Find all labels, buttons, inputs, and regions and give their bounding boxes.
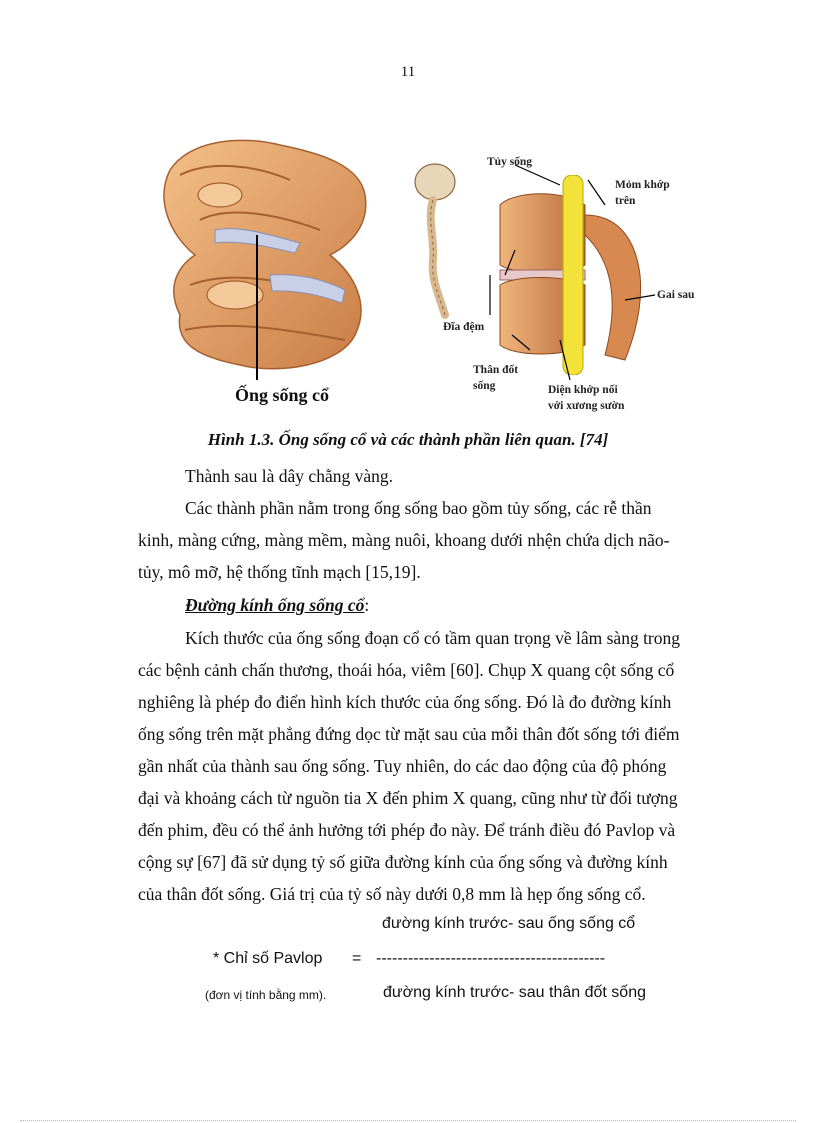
formula-denominator: đường kính trước- sau thân đốt sống: [383, 984, 646, 1001]
cervical-vertebrae-illustration: [160, 135, 375, 380]
paragraph-3-line-6: đại và khoảng cách từ nguồn tia X đến phim X quang, cũng như từ đối tượng: [138, 788, 678, 808]
paragraph-3-line-3: nghiêng là phép đo điển hình kích thước của ống sống. Đó là đo đường kính: [138, 692, 672, 712]
paragraph-1: Thành sau là dây chằng vàng.: [185, 466, 393, 486]
label-tren: trên: [615, 195, 636, 207]
spinal-canal-label: Ống sống cổ: [235, 385, 330, 405]
heading-text: Đường kính ống sống cổ: [185, 595, 365, 615]
paragraph-3-line-8: cộng sự [67] đã sử dụng tỷ số giữa đường kính của ống sống và đường kính: [138, 852, 668, 872]
formula-fraction-line: -------------------------------------------: [376, 950, 606, 967]
paragraph-3-line-5: gần nhất của thành sau ống sống. Tuy nhiên, do các dao động của độ phóng: [138, 756, 667, 776]
label-voi-xuong-suon: với xương sườn: [548, 400, 625, 412]
paragraph-2-line-3: tủy, mô mỡ, hệ thống tĩnh mạch [15,19].: [138, 562, 421, 582]
formula-label: * Chỉ số Pavlop: [213, 950, 323, 967]
formula-unit-note: (đơn vị tính bằng mm).: [205, 988, 327, 1002]
paragraph-2-line-2: kinh, màng cứng, màng mềm, màng nuôi, khoang dưới nhện chứa dịch não-: [138, 530, 670, 550]
label-tuy-song: Tủy sống: [487, 156, 533, 168]
figure-caption: Hình 1.3. Ống sống cổ và các thành phần liên quan. [74]: [207, 430, 609, 449]
paragraph-3-line-9: của thân đốt sống. Giá trị của tỷ số này dưới 0,8 mm là hẹp ống sống cổ.: [138, 884, 646, 904]
formula-numerator: đường kính trước- sau ống sống cổ: [382, 915, 636, 932]
paragraph-3-line-2: các bệnh cảnh chấn thương, thoái hóa, viêm [60]. Chụp X quang cột sống cổ: [138, 660, 675, 680]
paragraph-3-line-1: Kích thước của ống sống đoạn cổ có tầm quan trọng về lâm sàng trong: [185, 628, 681, 648]
paragraph-3-line-4: ống sống trên mặt phẳng đứng dọc từ mặt sau của mỗi thân đốt sống tới điểm: [138, 724, 680, 744]
heading-colon: :: [364, 595, 370, 615]
formula-equals: =: [352, 950, 362, 967]
label-than-dot: Thân đốt: [473, 364, 519, 376]
paragraph-2-line-1: Các thành phần nằm trong ống sống bao gồm tủy sống, các rễ thần: [185, 498, 652, 518]
label-song: sống: [473, 380, 496, 392]
label-mom-khop: Mỏm khớp: [615, 179, 670, 191]
label-dia-dem: Đĩa đệm: [443, 321, 485, 333]
page-bottom-dotted-border: [20, 1120, 796, 1121]
label-dien-khop: Diện khớp nối: [548, 384, 618, 396]
label-gai-sau: Gai sau: [657, 289, 695, 301]
section-heading: [185, 589, 369, 621]
page-number: 11: [400, 64, 416, 80]
paragraph-3-line-7: đến phim, đều có thể ảnh hưởng tới phép đo này. Để tránh điều đó Pavlop và: [138, 820, 676, 840]
